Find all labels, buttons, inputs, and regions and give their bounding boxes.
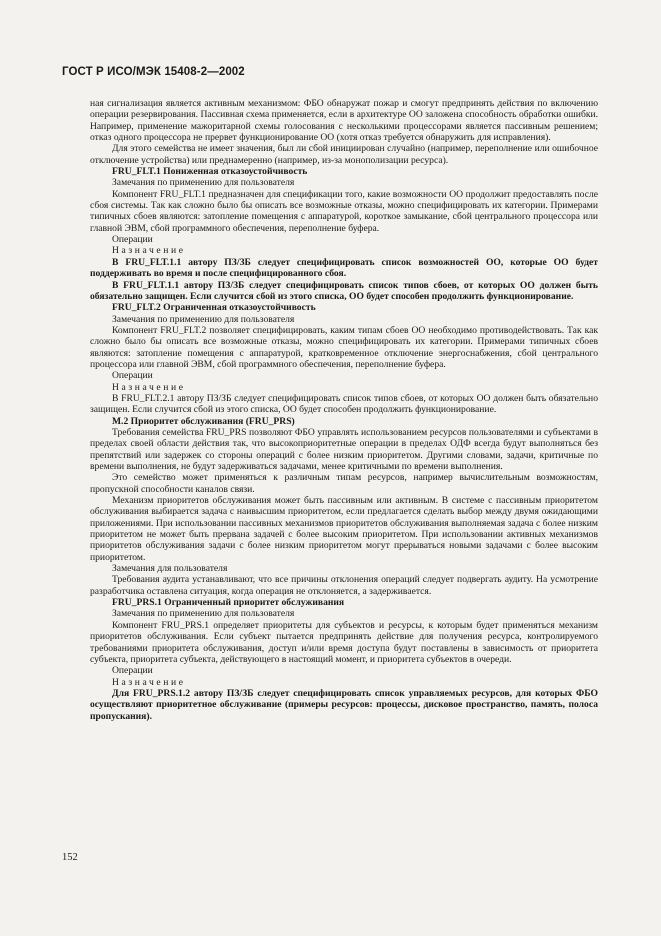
paragraph: Компонент FRU_FLT.1 предназначен для спецификации того, какие возможности ОО продолжит предоставлять после сбоя системы. Так как сложно было бы описать все возможные отказы, можно специфицировать их категории. Примерами типичных сбоев являются: затопление помещения с аппаратурой, короткое замыкание, сбой центрального процессора или главной ЭВМ, сбой программного обеспечения, переполнение буфера. <box>90 188 598 234</box>
section-label: Операции <box>112 370 153 382</box>
section-heading: М.2 Приоритет обслуживания (FRU_PRS) <box>112 415 295 427</box>
paragraph: Компонент FRU_PRS.1 определяет приоритеты для субъектов и ресурсы, к которым будет применяться механизм приоритетов обслуживания. Если субъект пытается предпринять действие для получения ресурса, контролируемого требованиями приоритета обслуживания, доступ и/или время доступа будут поставлены в зависимость от приоритета субъекта, приоритета субъекта, действующего в настоящий момент, и приоритета субъектов в очереди. <box>90 619 598 665</box>
section-label: Замечания по применению для пользователя <box>112 608 295 620</box>
paragraph: Требования аудита устанавливают, что все причины отклонения операций следует подвергать аудиту. На усмотрение разработчика оставлена ситуация, когда операция не отклоняется, а задерживается. <box>90 574 598 597</box>
bold-paragraph: Для FRU_PRS.1.2 автору ПЗ/ЗБ следует специфицировать список управляемых ресурсов, для которых ФБО осуществляют приоритетное обслуживание (примеры ресурсов: процессы, дисковое пространство, память, полоса пропускания). <box>90 687 598 722</box>
paragraph: Для этого семейства не имеет значения, был ли сбой инициирован случайно (например, переполнение или ошибочное отключение устройства) или преднамеренно (например, из-за монополизации ресурса). <box>90 143 598 166</box>
section-label: Замечания по применению для пользователя <box>112 177 295 189</box>
section-label: Назначение <box>112 245 186 257</box>
paragraph: Требования семейства FRU_PRS позволяют ФБО управлять использованием ресурсов пользователями и субъектами в пределах своей области действия так, что высокоприоритетные операции в пределах ОДФ всегда будут выполняться без препятствий или задержек со стороны операций с более низким приоритетом. Другими словами, задачи, критичные по времени выполнения, не будут задерживаться задачами, менее критичными по времени выполнения. <box>90 426 598 472</box>
bold-paragraph: В FRU_FLT.1.1 автору ПЗ/ЗБ следует специфицировать список типов сбоев, от которых ОО должен быть обязательно защищен. Если случится сбой из этого списка, ОО будет способен продолжить функционирование. <box>90 279 598 302</box>
section-label: Замечания для пользователя <box>112 563 228 575</box>
bold-paragraph: В FRU_FLT.1.1 автору ПЗ/ЗБ следует специфицировать список возможностей ОО, которые ОО будет поддерживать во время и после специфицированного сбоя. <box>90 256 598 280</box>
paragraph: ная сигнализация является активным механизмом: ФБО обнаружат пожар и смогут предпринять действия по включению операции резервирования. Пассивная схема применяется, если в архитектуре ОО заложена способность обработки ошибки. Например, применение мажоритарной схемы голосования с несколькими процессорами является пассивным решением; отказ одного процессора не прервет функционирование ОО (хотя отказ требуется обнаружить для исправления). <box>90 98 599 144</box>
paragraph: Это семейство может применяться к различным типам ресурсов, например вычислительным возможностям, пропускной способности каналов связи. <box>90 472 598 495</box>
page-number: 152 <box>62 852 78 863</box>
section-heading: FRU_PRS.1 Ограниченный приоритет обслуживания <box>112 597 345 609</box>
section-label: Замечания по применению для пользователя <box>112 313 295 325</box>
section-heading: FRU_FLT.1 Пониженная отказоустойчивость <box>112 166 308 178</box>
section-label: Назначение <box>112 676 186 688</box>
standard-header: ГОСТ Р ИСО/МЭК 15408-2—2002 <box>62 66 245 78</box>
section-label: Операции <box>112 665 153 677</box>
paragraph: Механизм приоритетов обслуживания может быть пассивным или активным. В системе с пассивным приоритетом обслуживания выбирается задача с наивысшим приоритетом, если предлагается сделать выбор между двумя ожидающими приложениями. При использовании пассивных механизмов приоритетов обслуживания выполняемая задача с более низким приоритетом не может быть прервана задачей с более высоким приоритетом. При использовании активных механизмов приоритетов обслуживания задачи с более низким приоритетом могут прерываться новыми задачами с более высоким приоритетом. <box>90 495 598 563</box>
paragraph: В FRU_FLT.2.1 автору ПЗ/ЗБ следует специфицировать список типов сбоев, от которых ОО должен быть обязательно защищен. Если случится сбой из этого списка, ОО будет способен продолжить функционирование. <box>90 392 598 416</box>
section-heading: FRU_FLT.2 Ограниченная отказоустойчивость <box>112 302 316 314</box>
section-label: Операции <box>112 234 153 246</box>
document-body <box>90 98 598 722</box>
paragraph: Компонент FRU_FLT.2 позволяет специфицировать, каким типам сбоев ОО необходимо противодействовать. Так как сложно было бы описать все возможные отказы, можно специфицировать их категории. Примерами типичных сбоев являются: затопление помещения с аппаратурой, кратковременное отключение энергоснабжения, сбой центрального процессора или главной ЭВМ, сбой программного обеспечения, переполнение буфера. <box>90 324 598 370</box>
section-label: Назначение <box>112 381 186 393</box>
